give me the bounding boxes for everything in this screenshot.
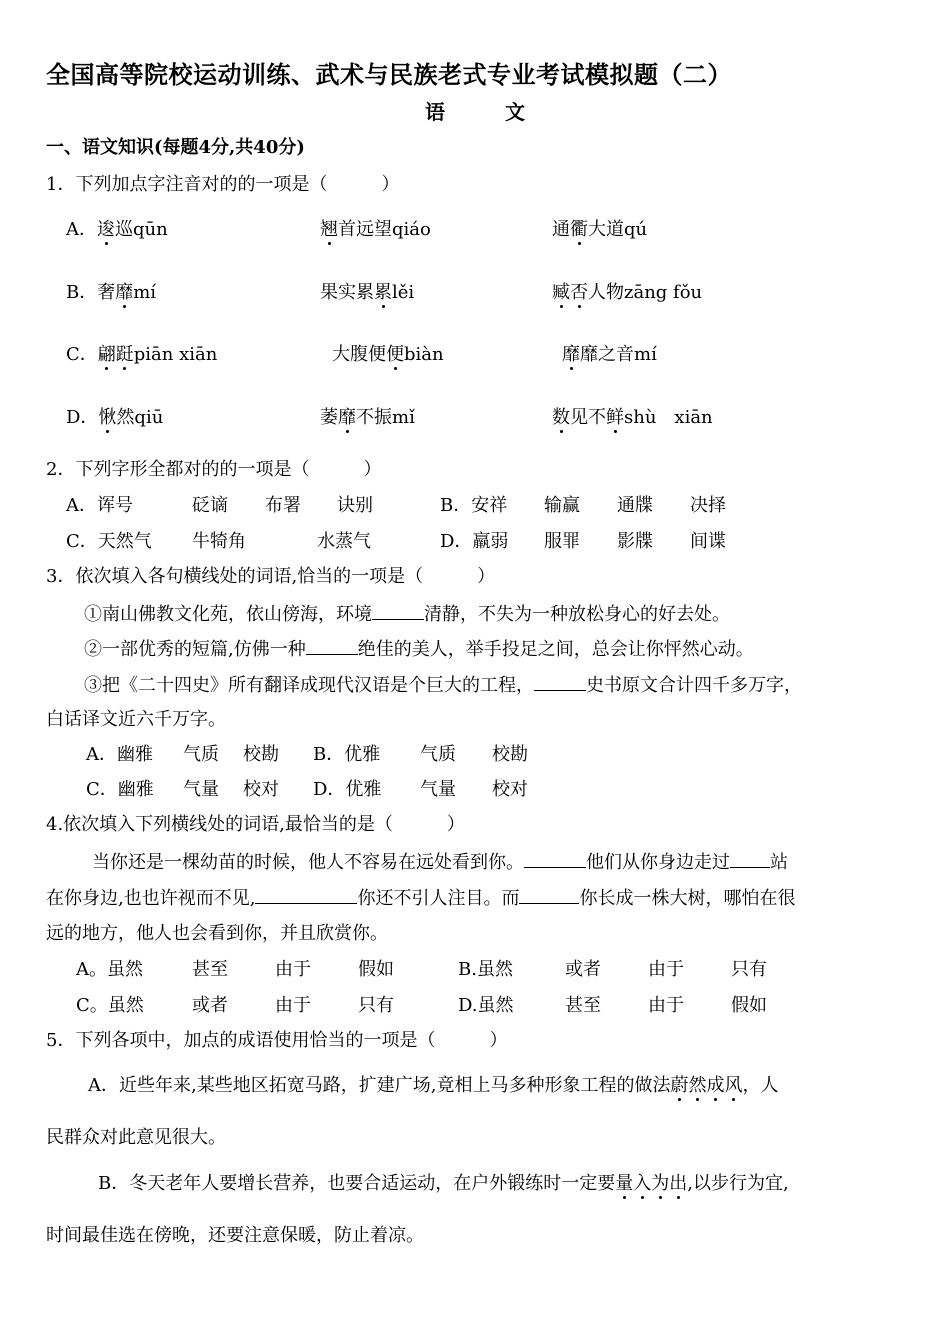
dotted-idiom: 蔚然成风 — [670, 1075, 743, 1096]
q3-cell: 校勘 — [243, 744, 279, 765]
q1-option-b-1: B．奢靡mí — [66, 282, 157, 303]
q2-cell: 输赢 — [544, 495, 580, 516]
q3-cell: 校勘 — [492, 744, 528, 765]
q2-cell: 间谍 — [690, 531, 726, 552]
dotted-idiom: 量入为出 — [615, 1173, 688, 1194]
q4-passage-line-3: 远的地方，他人也会看到你，并且欣赏你。 — [46, 923, 388, 944]
q2-cell: D．羸弱 — [440, 531, 509, 552]
q3-cell: D．优雅 — [313, 779, 382, 800]
question-2-stem: 2．下列字形全都对的的一项是（ ） — [46, 459, 382, 480]
q4-cell: 由于 — [648, 959, 684, 980]
q5-option-a-line-2: 民群众对此意见很大。 — [46, 1127, 226, 1148]
q4-cell: 甚至 — [192, 959, 228, 980]
q5-option-b-line-2: 时间最佳选在傍晚，还要注意保暖，防止着凉。 — [46, 1225, 424, 1246]
q1-option-c-1: C．翩跹piān xiān — [66, 344, 218, 365]
q5-option-a-line-1: A．近些年来,某些地区拓宽马路，扩建广场,竟相上马多种形象工程的做法蔚然成风，人 — [88, 1075, 779, 1096]
q4-cell: B.虽然 — [458, 959, 513, 980]
page-title: 全国高等院校运动训练、武术与民族老式专业考试模拟题（二） — [46, 60, 732, 89]
q3-cell: C．幽雅 — [86, 779, 154, 800]
q4-passage-line-1: 当你还是一棵幼苗的时候，他人不容易在远处看到你。 他们从你身边走过 站 — [92, 849, 788, 875]
q2-cell: 影牒 — [617, 531, 653, 552]
q4-cell: 甚至 — [565, 995, 601, 1016]
q4-cell: 只有 — [731, 959, 767, 980]
question-5-stem: 5．下列各项中，加点的成语使用恰当的一项是（ ） — [46, 1030, 508, 1051]
q4-passage-line-2: 在你身边,也也许视而不见, 你还不引人注目。而 你长成一株大树，哪怕在很 — [46, 885, 795, 911]
q2-cell: 水蒸气 — [317, 531, 371, 552]
q1-option-d-1: D．愀然qiū — [66, 407, 164, 428]
q4-cell: 假如 — [731, 995, 767, 1016]
q3-cell: 校对 — [492, 779, 528, 800]
q4-cell: 由于 — [275, 995, 311, 1016]
q4-cell: A。虽然 — [76, 959, 143, 980]
q4-cell: 假如 — [358, 959, 394, 980]
question-1-stem: 1．下列加点字注音对的的一项是（ ） — [46, 174, 400, 195]
q3-cell: A．幽雅 — [86, 744, 153, 765]
q3-cell: 气质 — [183, 744, 219, 765]
q4-cell: D.虽然 — [458, 995, 514, 1016]
q3-sentence-1: ①南山佛教文化苑，依山傍海，环境 清静，不失为一种放松身心的好去处。 — [84, 601, 730, 627]
q5-option-b-line-1: B．冬天老年人要增长营养，也要合适运动，在户外锻练时一定要量入为出,以步行为宜, — [98, 1173, 789, 1194]
q3-sentence-3-cont: 白话译文近六千万字。 — [46, 709, 226, 730]
q4-cell: 只有 — [358, 995, 394, 1016]
q1-option-a-3: 通衢大道qú — [552, 219, 648, 240]
q3-cell: B．优雅 — [313, 744, 381, 765]
q1-option-a-1: A．逡巡qūn — [66, 219, 168, 240]
q2-cell: 通牒 — [617, 495, 653, 516]
q2-cell: 布署 — [265, 495, 301, 516]
q3-sentence-3: ③把《二十四史》所有翻译成现代汉语是个巨大的工程， 史书原文合计四千多万字， — [84, 672, 802, 698]
q4-cell: 由于 — [648, 995, 684, 1016]
q4-cell: 或者 — [192, 995, 228, 1016]
q1-option-b-3: 臧否人物zāng fǒu — [552, 282, 703, 303]
question-3-stem: 3．依次填入各句横线处的词语,恰当的一项是（ ） — [46, 566, 496, 587]
q2-cell: A．诨号 — [66, 495, 133, 516]
q1-option-b-2: 果实累累lěi — [320, 282, 415, 303]
q2-cell: C．天然气 — [66, 531, 152, 552]
q2-cell: 服罪 — [544, 531, 580, 552]
q1-option-d-2: 萎靡不振mǐ — [320, 407, 415, 428]
q2-cell: 诀别 — [337, 495, 373, 516]
q1-option-a-2: 翘首远望qiáo — [320, 219, 431, 240]
q3-cell: 气量 — [420, 779, 456, 800]
subject-heading: 语 文 — [425, 100, 525, 124]
q2-cell: B．安祥 — [440, 495, 508, 516]
q1-option-c-3: 靡靡之音mí — [562, 344, 657, 365]
q3-sentence-2: ②一部优秀的短篇,仿佛一种 绝佳的美人，举手投足之间，总会让你怦然心动。 — [84, 636, 754, 662]
question-4-stem: 4.依次填入下列横线处的词语,最恰当的是（ ） — [46, 814, 465, 835]
q2-cell: 决择 — [690, 495, 726, 516]
q2-cell: 砭谪 — [192, 495, 228, 516]
q3-cell: 气量 — [183, 779, 219, 800]
q4-cell: 由于 — [275, 959, 311, 980]
section-heading: 一、语文知识(每题4分,共40分) — [46, 137, 305, 158]
q3-cell: 校对 — [243, 779, 279, 800]
q1-option-c-2: 大腹便便biàn — [332, 344, 444, 365]
q4-cell: 或者 — [565, 959, 601, 980]
q2-cell: 牛犄角 — [192, 531, 246, 552]
q3-cell: 气质 — [420, 744, 456, 765]
q4-cell: C。虽然 — [76, 995, 144, 1016]
q1-option-d-3: 数见不鲜shù xiān — [552, 407, 713, 428]
